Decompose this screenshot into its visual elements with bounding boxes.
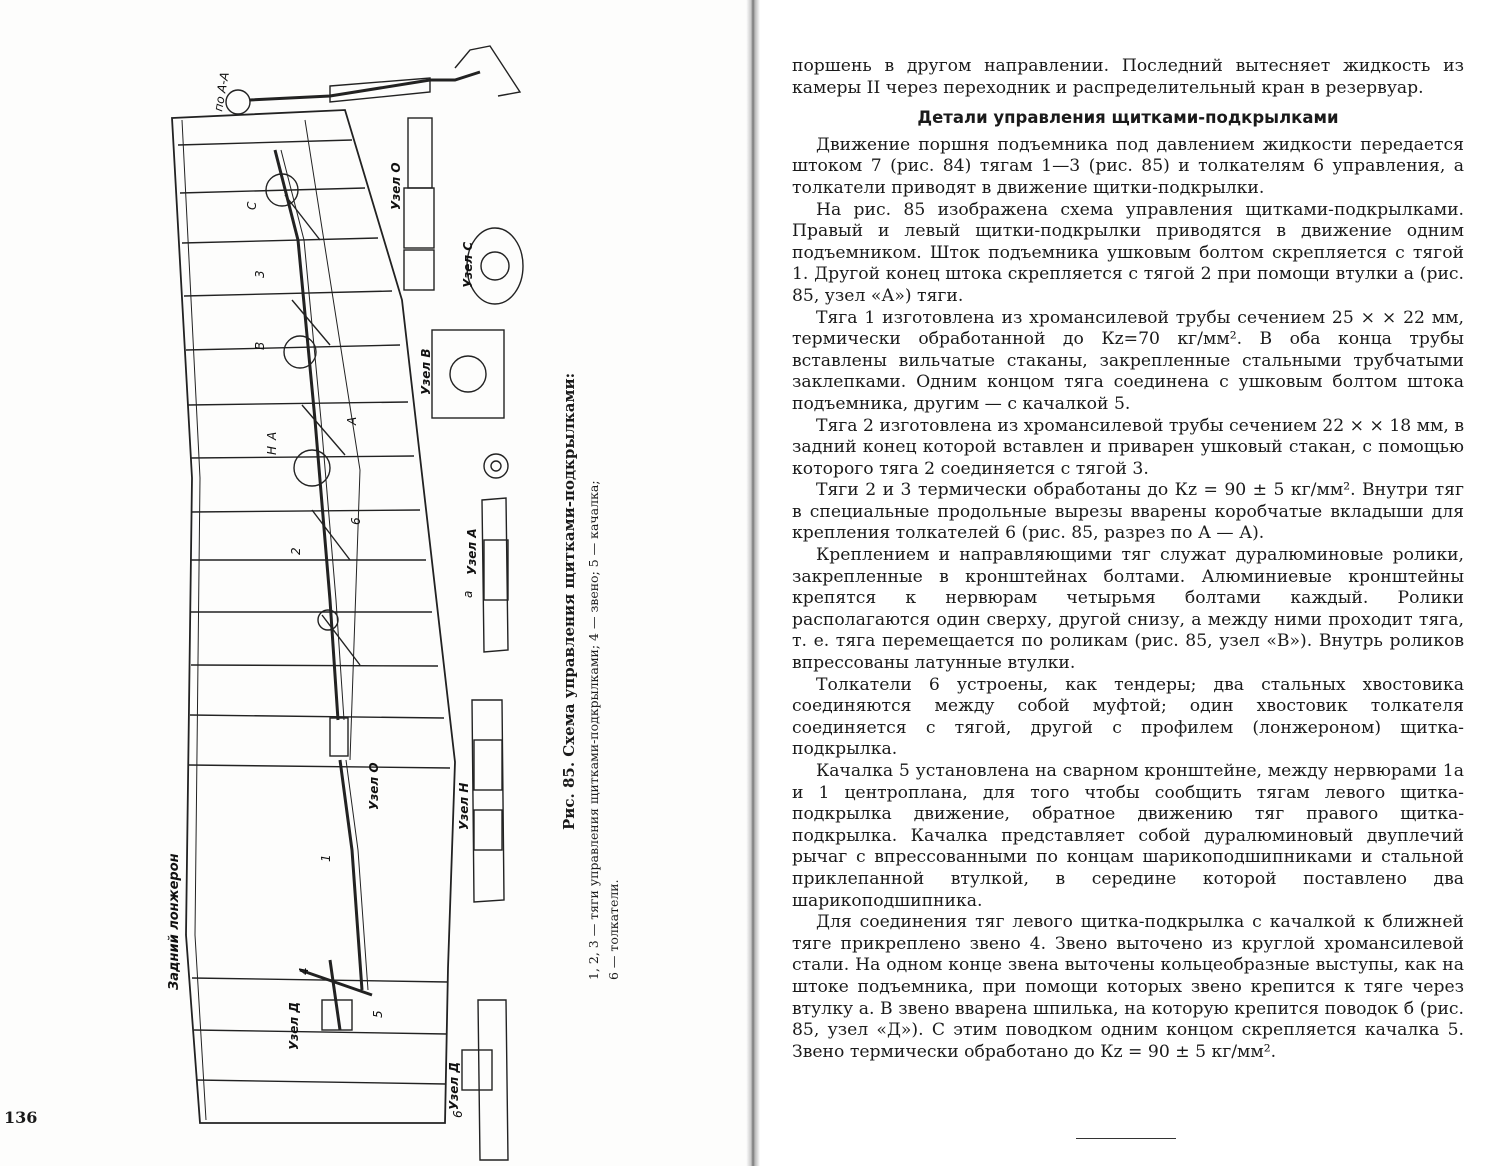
paragraph: Движение поршня подъемника под давлением жидкости передается штоком 7 (рис. 84) тягам 1—3 (рис. 85) и толкателям 6 управления, а толкатели приводят в движение щитки-подкрылки. [792,134,1464,198]
caption-legend-2: 6 — толкатели. [606,879,621,980]
label-letter-a: А [265,431,279,440]
paragraph: Толкатели 6 устроены, как тендеры; два стальных хвостовика соединяются между собой муфтой; один хвостовик толкателя соединяется с тягой, другой с профилем (лонжероном) щитка-подкрылка. [792,674,1464,760]
label-letter-b: В [253,341,267,350]
label-node-n: Узел Н [457,782,471,830]
paragraph: Тяга 1 изготовлена из хромансилевой трубы сечением 25 × × 22 мм, термически обработанной до Кz=70 кг/мм². В оба конца трубы вставлены вильчатые стаканы, закрепленные стальными трубчатыми заклепками. Одним концом тяга соединена с ушковым болтом штока подъемника, другим — с качалкой 5. [792,307,1464,414]
label-node-o: Узел О [367,762,381,810]
page-number: 136 [4,1108,38,1127]
label-num-3: 3 [253,270,267,278]
right-page-text [792,56,1464,1063]
label-num-4: 4 [297,967,311,975]
caption-title: Рис. 85. Схема управления щитками-подкрылками: [560,372,578,830]
label-node-d-bottom: Узел Д [447,1061,461,1110]
label-letter-a-small: а [461,590,475,598]
paragraph: На рис. 85 изображена схема управления щитками-подкрылками. Правый и левый щитки-подкрылки приводятся в движение одним подъемником. Шток подъемника ушковым болтом скрепляется с тягой 1. Другой конец штока скрепляется с тягой 2 при помощи втулки а (рис. 85, узел «А») тяги. [792,199,1464,306]
label-num-2: 2 [289,547,303,555]
label-node-b: Узел В [419,348,433,395]
paragraph: Для соединения тяг левого щитка-подкрылка с качалкой к ближней тяге прикреплено звено 4. Звено выточено из круглой хромансилевой стали. На одном конце звена выточены кольцеобразные выступы, как на штоке подъемника, при помощи которых звено крепится к тяге через втулку а. В звено вварена шпилька, на которую крепится поводок б (рис. 85, узел «Д»). С этим поводком одним концом скрепляется качалка 5. Звено термически обработано до Кz = 90 ± 5 кг/мм². [792,912,1464,1062]
flap-control-diagram [0,0,748,1166]
paragraph: Тяга 2 изготовлена из хромансилевой трубы сечением 22 × × 18 мм, в задний конец которой вставлен и приварен ушковый стакан, с помощью которого тяга 2 соединяется с тягой 3. [792,415,1465,479]
label-num-6: 6 [349,517,363,525]
label-num-6b: 6 [451,1110,465,1118]
paragraph: Креплением и направляющими тяг служат дуралюминовые ролики, закрепленные в кронштейнах болтами. Алюминиевые кронштейны крепятся к нервюрам четырьмя болтами каждый. Ролики располагаются один сверху, другой снизу, а между ними проходит тяга, т. е. тяга перемещается по роликам (рис. 85, узел «В»). Внутрь роликов впрессованы латунные втулки. [792,545,1464,674]
label-num-5: 5 [371,1010,385,1018]
label-node-d: Узел Д [287,1001,301,1050]
left-page [0,0,748,1166]
label-letter-c: С [245,201,259,210]
end-rule [1076,1138,1176,1139]
book-gutter [746,0,760,1166]
section-heading: Детали управления щитками-подкрылками [917,108,1339,128]
label-num-1: 1 [319,854,333,862]
label-node-o-top: Узел О [389,162,403,210]
label-spar: Задний лонжерон [167,853,182,990]
figure-caption [520,372,621,1000]
paragraph: Качалка 5 установлена на сварном кронштейне, между нервюрами 1а и 1 центроплана, для того чтобы сообщить тягам левого щитка-подкрылка движение, обратное движению тяг правого щитка-подкрылка. Качалка представляет собой дуралюминовый двуплечий рычаг с впрессованными по концам шарикоподшипниками и стальной приклепанной втулкой, в середине которой поставлено два шарикоподшипника. [792,761,1464,911]
paragraph-continuation: поршень в другом направлении. Последний вытесняет жидкость из камеры II через переходник и распределительный кран в резервуар. [792,56,1464,98]
paragraph: Тяги 2 и 3 термически обработаны до Кz = 90 ± 5 кг/мм². Внутри тяг в специальные продольные вырезы вварены коробчатые вкладыши для крепления толкателей 6 (рис. 85, разрез по А — А). [792,480,1464,544]
label-letter-a2: А [345,416,359,425]
label-node-a: Узел А [465,528,479,575]
caption-legend-1: 1, 2, 3 — тяги управления щитками-подкрылками; 4 — звено; 5 — качалка; [586,480,601,980]
label-letter-h: Н [265,445,279,455]
label-section-aa: по А-А [211,70,232,113]
label-node-c: Узел С [461,241,475,288]
